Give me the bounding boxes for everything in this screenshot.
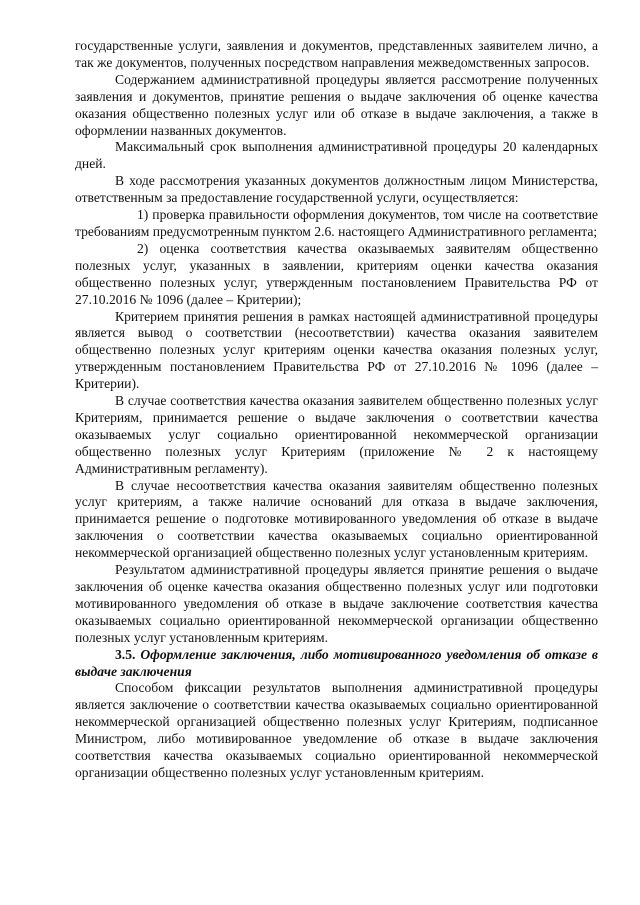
paragraph-result: Результатом административной процедуры является принятие решения о выдаче заключения об оценке качества оказания общественно полезных услуг или подготовки мотивированного уведомления об отказе в выдаче заключение соответствия качества оказываемых социально ориентированной некоммерческой организации общественно полезных услуг установленным критериям. [75, 562, 598, 645]
paragraph-noncompliance-case: В случае несоответствия качества оказания заявителям общественно полезных услуг критериям, а также наличие оснований для отказа в выдаче заключения, принимается решение о подготовке мотивированного уведомления об отказе в выдаче заключения о соответствии качества оказываемых социально ориентированной некоммерческой организацией общественно полезных услуг установленным критериям. [75, 477, 598, 561]
paragraph-fixation-method: Способом фиксации результатов выполнения административной процедуры является заключение о соответствии качества оказываемых социально ориентированной некоммерческой организацией общественно полезных услуг Критериям, подписанное Министром, либо мотивированное уведомление об отказе в выдаче заключения соответствия качества оказываемых социально ориентированной некоммерческой организации общественно полезных услуг установленным критериям. [75, 680, 598, 780]
section-number: 3.5. [115, 646, 136, 662]
paragraph-decision-criterion: Критерием принятия решения в рамках настоящей административной процедуры является вывод о соответствии (несоответствии) качества оказания заявителем общественно полезных услуг критериям оценки качества оказания полезных услуг, утвержденным постановлением Правительства РФ от 27.10.2016 № 1096 (далее – Критерии). [75, 308, 598, 392]
paragraph-max-term: Максимальный срок выполнения административной процедуры 20 календарных дней. [75, 139, 598, 172]
list-item-assessment: 2) оценка соответствия качества оказываемых заявителям общественно полезных услуг, указанных в заявлении, критериям оценки качества оказания общественно полезных услуг, утвержденным постановлением Правительства РФ от 27.10.2016 № 1096 (далее – Критерии); [75, 240, 598, 307]
paragraph-continuation: государственные услуги, заявления и документов, представленных заявителем лично, а так же документов, полученных посредством направления межведомственных запросов. [75, 38, 598, 70]
paragraph-review-process: В ходе рассмотрения указанных документов должностным лицом Министерства, ответственным за предоставление государственной услуги, осуществляется: [75, 173, 598, 206]
paragraph-compliance-case: В случае соответствия качества оказания заявителем общественно полезных услуг Критериям, принимается решение о выдаче заключения о соответствии качества оказываемых услуг социально ориентированной некоммерческой организации общественно полезных услуг Критериям (приложение № 2 к настоящему Административным регламенту). [75, 393, 598, 476]
section-title: Оформление заключения, либо мотивированного уведомления об отказе в выдаче заключения [75, 646, 598, 679]
section-heading [75, 647, 598, 681]
list-item-check: 1) проверка правильности оформления документов, том числе на соответствие требованиям предусмотренным пунктом 2.6. настоящего Административного регламента; [75, 207, 598, 239]
paragraph-procedure-content: Содержанием административной процедуры является рассмотрение полученных заявления и документов, принятие решения о выдаче заключения об оценке качества оказания общественно полезных услуг или об отказе в выдаче заключения, а также в оформлении названных документов. [75, 71, 598, 138]
